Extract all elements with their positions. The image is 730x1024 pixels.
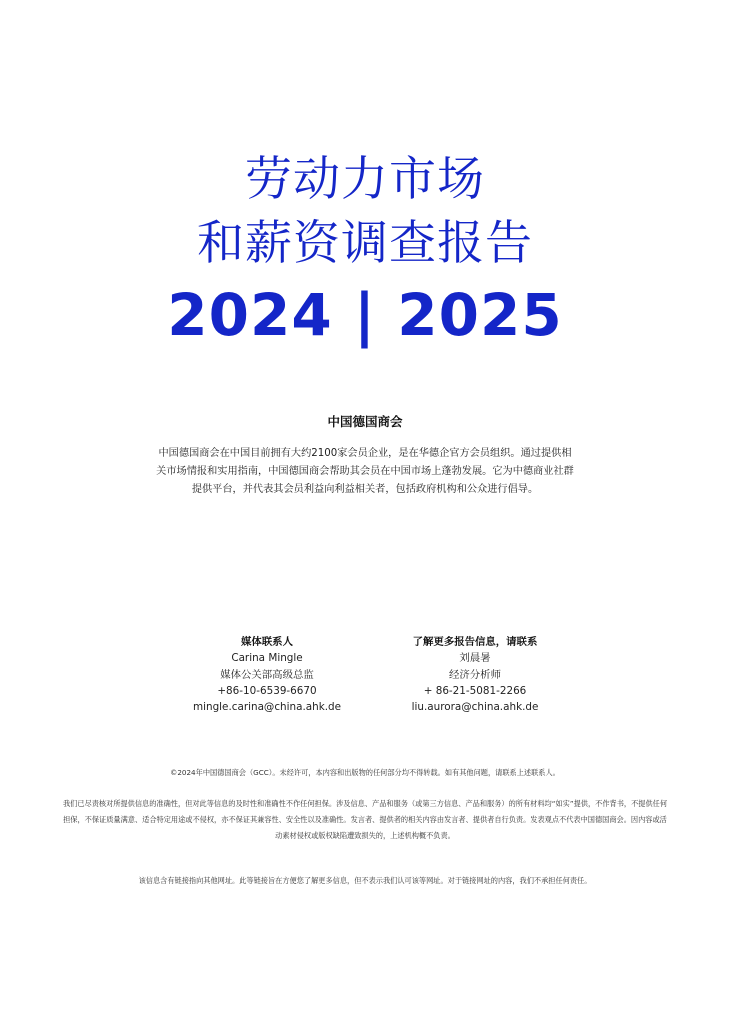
disclaimer-text: 我们已尽责核对所提供信息的准确性，但对此等信息的及时性和准确性不作任何担保。涉及信息、产品和服务（或第三方信息、产品和服务）的所有材料均“如实”提供，不作背书，不提供任何担保，不保证质量满意、适合特定用途或不侵权，亦不保证其兼容性、安全性以及准确性。发言者、提供者的相关内容由发言者、提供者自行负责。发表观点不代表中国德国商会。因内容或活动素材侵权或版权缺陷遭致损失的，上述机构概不负责。 (62, 799, 668, 840)
report-contact-email[interactable]: liu.aurora@china.ahk.de (411, 701, 539, 714)
copyright-notice: ©2024年中国德国商会（GCC）。未经许可，本内容和出版物的任何部分均不得转载。如有其他问题，请联系上述联系人。 (170, 768, 560, 777)
title-line-2: 和薪资调查报告 (197, 216, 533, 271)
media-contact-heading: 媒体联系人 (241, 636, 293, 648)
media-contact-name: Carina Mingle (231, 652, 303, 665)
contacts-section (0, 634, 730, 724)
report-contact-name: 刘晨暑 (459, 652, 491, 665)
report-contact-phone: + 86-21-5081-2266 (423, 684, 527, 697)
external-links-notice: 该信息含有链接指向其他网址。此等链接旨在方便您了解更多信息，但不表示我们认可该等网址。对于链接网址的内容，我们不承担任何责任。 (138, 876, 592, 885)
report-contact (345, 634, 605, 715)
title-line-1: 劳动力市场 (245, 152, 485, 207)
report-contact-role: 经济分析师 (449, 668, 501, 681)
media-contact-role: 媒体公关部高级总监 (220, 668, 314, 681)
organization-description: 中国德国商会在中国目前拥有大约2100家会员企业，是在华德企官方会员组织。通过提供相关市场情报和实用指南，中国德国商会帮助其会员在中国市场上蓬勃发展。它为中德商业社群提供平台，并代表其会员利益向利益相关者，包括政府机构和公众进行倡导。 (156, 448, 574, 495)
media-contact-phone: +86-10-6539-6670 (217, 684, 317, 697)
organization-name: 中国德国商会 (327, 414, 403, 429)
report-contact-heading: 了解更多报告信息，请联系 (412, 636, 538, 648)
report-title (0, 148, 730, 352)
title-years: 2024 | 2025 (167, 281, 563, 349)
media-contact-email[interactable]: mingle.carina@china.ahk.de (192, 701, 342, 714)
